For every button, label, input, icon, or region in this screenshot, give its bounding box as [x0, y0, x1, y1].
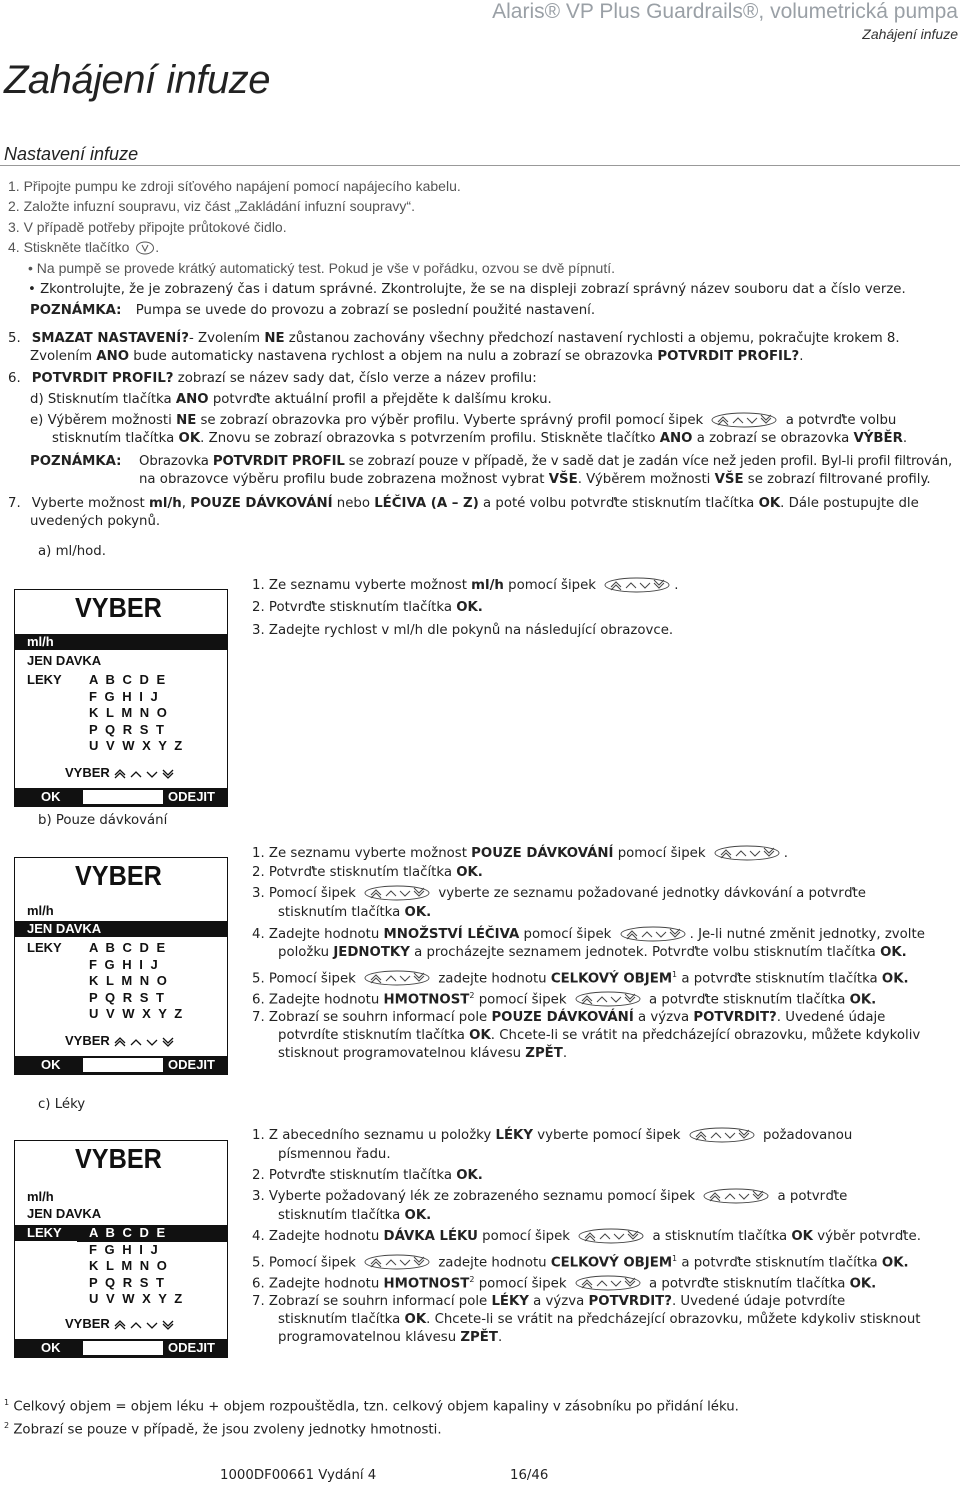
c-step-3-line-2: stisknutím tlačítka OK.: [278, 1208, 432, 1223]
b-step-6: 6. Zadejte hodnotu HMOTNOST$^2$ pomocí šipek a potvrďte stisknutím tlačítka OK.: [252, 991, 877, 1008]
b-step-3-line-2: stisknutím tlačítka OK.: [278, 905, 432, 920]
b-step-1: 1. Ze seznamu vyberte možnost POUZE DÁVKOVÁNÍ pomocí šipek .: [252, 846, 789, 861]
c-step-7-line-3: programovatelnou klávesu ZPĚT.: [278, 1330, 503, 1345]
softkey-odejit[interactable]: ODEJIT: [168, 1340, 215, 1355]
step-5: 5. SMAZAT NASTAVENÍ?- Zvolením NE zůstanou zachovány všechny předchozí nastavení rychlosti a objemu, pokračujte krokem 8.: [8, 331, 900, 346]
footnote-2: $^2$ Zobrazí se pouze v případě, že jsou zvoleny jednotky hmotnosti.: [4, 1421, 442, 1438]
b-step-4-line-2: položku JEDNOTKY a procházejte seznamem jednotek. Potvrďte volbu stisknutím tlačítka OK.: [278, 945, 907, 960]
divider: [0, 165, 960, 166]
c-step-7: 7. Zobrazí se souhrn informací pole LÉKY a výzva POTVRDIT?. Uvedené údaje potvrdíte: [252, 1294, 846, 1309]
arrows-icon: [364, 970, 430, 986]
c-step-2: 2. Potvrďte stisknutím tlačítka OK.: [252, 1168, 483, 1183]
pump-screen-a: [14, 589, 228, 807]
section-c-label: c) Léky: [38, 1097, 86, 1112]
b-step-7-line-2: potvrdíte stisknutím tlačítka OK. Chcete-li se vrátit na předcházející obrazovku, můžete kdykoliv: [278, 1028, 921, 1043]
screen-softkeys: [15, 788, 227, 806]
screen-select-line: VYBER: [65, 1316, 179, 1331]
screen-letters: A B C D E F G H I J K L M N O P Q R S T U V W X Y Z: [89, 940, 185, 1021]
c-step-5: 5. Pomocí šipek zadejte hodnotu CELKOVÝ OBJEM$^1$ a potvrďte stisknutím tlačítka OK.: [252, 1254, 909, 1271]
screen-row-jen-davka: JEN DAVKA: [27, 653, 102, 668]
power-on-icon: [135, 241, 155, 255]
step-1: 1. Připojte pumpu ke zdroji síťového napájení pomocí napájecího kabelu.: [8, 178, 461, 194]
c-step-6: 6. Zadejte hodnotu HMOTNOST$^2$ pomocí šipek a potvrďte stisknutím tlačítka OK.: [252, 1275, 877, 1292]
screen-row-jen-davka: JEN DAVKA: [15, 921, 227, 937]
pump-screen-c: [14, 1140, 228, 1358]
footer-doc-number: 1000DF00661 Vydání 4: [220, 1468, 377, 1483]
section-title: Nastavení infuze: [4, 144, 139, 164]
arrows-icon: [711, 412, 777, 428]
screen-arrows-icon: [113, 768, 179, 780]
b-step-5: 5. Pomocí šipek zadejte hodnotu CELKOVÝ OBJEM$^1$ a potvrďte stisknutím tlačítka OK.: [252, 970, 909, 987]
footer-page-number: 16/46: [510, 1468, 549, 1483]
screen-arrows-icon: [113, 1036, 179, 1048]
note-2: POZNÁMKA:: [30, 454, 122, 469]
footnote-1: $^1$ Celkový objem = objem léku + objem rozpouštědla, tzn. celkový objem kapaliny v zásobníku po přidání léku.: [4, 1398, 739, 1415]
screen-softkeys: [15, 1339, 227, 1357]
softkey-odejit[interactable]: ODEJIT: [168, 1057, 215, 1072]
arrows-icon: [604, 577, 670, 593]
c-step-7-line-2: stisknutím tlačítka OK. Chcete-li se vrátit na předcházející obrazovku, můžete kdykoliv stisknout: [278, 1312, 921, 1327]
bullet-check-time: • Zkontrolujte, že je zobrazený čas i datum správné. Zkontrolujte, že se na displeji zobrazí správný název souboru dat a číslo verze.: [28, 282, 906, 297]
bullet-self-test: • Na pumpě se provede krátký automatický test. Pokud je vše v pořádku, ozvou se dvě pípnutí.: [28, 260, 615, 276]
step-6e: e) Výběrem možnosti NE se zobrazí obrazovka pro výběr profilu. Vyberte správný profil pomocí šipek a potvrďte volbu: [30, 413, 897, 428]
c-step-1: 1. Z abecedního seznamu u položky LÉKY vyberte pomocí šipek požadovanou: [252, 1128, 853, 1143]
a-step-3: 3. Zadejte rychlost v ml/h dle pokynů na následující obrazovce.: [252, 623, 674, 638]
screen-row-leky: LEKY: [27, 940, 62, 955]
note-1: POZNÁMKA: Pumpa se uvede do provozu a zobrazí se poslední použité nastavení.: [30, 303, 596, 318]
arrows-icon: [575, 1275, 641, 1291]
screen-row-leky: LEKY: [15, 1225, 227, 1241]
step-4: 4. Stiskněte tlačítko .: [8, 239, 160, 255]
step-7: 7. Vyberte možnost ml/h, POUZE DÁVKOVÁNÍ nebo LÉČIVA (A – Z) a poté volbu potvrďte stisknutím tlačítka OK. Dále postupujte dle: [8, 496, 919, 511]
softkey-ok[interactable]: OK: [41, 1057, 61, 1072]
header-section: Zahájení infuze: [862, 26, 958, 42]
arrows-icon: [578, 1228, 644, 1244]
screen-letters: A B C D E F G H I J K L M N O P Q R S T U V W X Y Z: [89, 672, 185, 753]
note-1-label: POZNÁMKA:: [30, 303, 122, 318]
softkey-ok[interactable]: OK: [41, 1340, 61, 1355]
page-title: Zahájení infuze: [4, 58, 271, 102]
b-step-4: 4. Zadejte hodnotu MNOŽSTVÍ LÉČIVA pomocí šipek . Je-li nutné změnit jednotky, zvolte: [252, 927, 925, 942]
b-step-7-line-3: stisknout programovatelnou klávesu ZPĚT.: [278, 1046, 568, 1061]
arrows-icon: [620, 926, 686, 942]
arrows-icon: [364, 885, 430, 901]
arrows-icon: [689, 1127, 755, 1143]
step-6: 6. POTVRDIT PROFIL? zobrazí se název sady dat, číslo verze a název profilu:: [8, 371, 537, 386]
arrows-icon: [575, 991, 641, 1007]
pump-screen-b: [14, 857, 228, 1075]
header-product: Alaris® VP Plus Guardrails®, volumetrická pumpa: [492, 0, 958, 23]
section-a-label: a) ml/hod.: [38, 544, 106, 559]
screen-letters: A B C D E F G H I J K L M N O P Q R S T U V W X Y Z: [77, 1225, 227, 1242]
note-2-line-2: na obrazovce výběru profilu bude zobrazena možnost vybrat VŠE. Výběrem možnosti VŠE se zobrazí filtrované profily.: [139, 472, 931, 487]
screen-row-mlh: ml/h: [27, 903, 54, 918]
screen-title: VYBER: [75, 1143, 162, 1174]
step-6d: d) Stisknutím tlačítka ANO potvrďte aktuální profil a přejděte k dalšímu kroku.: [30, 392, 552, 407]
screen-title: VYBER: [75, 592, 162, 623]
screen-row-mlh: ml/h: [27, 1189, 54, 1204]
step-4-text: 4. Stiskněte tlačítko: [8, 239, 130, 255]
step-5-line-2: Zvolením ANO bude automaticky nastavena rychlost a objem na nulu a zobrazí se obrazovka POTVRDIT PROFIL?.: [30, 349, 804, 364]
screen-row-leky: LEKY: [27, 672, 62, 687]
arrows-icon: [703, 1188, 769, 1204]
b-step-2: 2. Potvrďte stisknutím tlačítka OK.: [252, 865, 483, 880]
screen-select-line: VYBER: [65, 765, 179, 780]
step-2: 2. Založte infuzní soupravu, viz část „Zakládání infuzní soupravy“.: [8, 198, 415, 214]
step-7-line-2: uvedených pokynů.: [30, 514, 161, 529]
softkey-ok[interactable]: OK: [41, 789, 61, 804]
arrows-icon: [364, 1254, 430, 1270]
arrows-icon: [714, 845, 780, 861]
screen-select-line: VYBER: [65, 1033, 179, 1048]
a-step-1: 1. Ze seznamu vyberte možnost ml/h pomocí šipek .: [252, 578, 679, 593]
screen-arrows-icon: [113, 1319, 179, 1331]
section-b-label: b) Pouze dávkování: [38, 813, 168, 828]
c-step-4: 4. Zadejte hodnotu DÁVKA LÉKU pomocí šipek a stisknutím tlačítka OK výběr potvrďte.: [252, 1229, 921, 1244]
b-step-7: 7. Zobrazí se souhrn informací pole POUZE DÁVKOVÁNÍ a výzva POTVRDIT?. Uvedené údaje: [252, 1010, 886, 1025]
b-step-3: 3. Pomocí šipek vyberte ze seznamu požadované jednotky dávkování a potvrďte: [252, 886, 866, 901]
note-2-line-1: Obrazovka POTVRDIT PROFIL se zobrazí pouze v případě, že v sadě dat je zadán více než jeden profil. Byl-li profil filtrován,: [139, 454, 953, 469]
screen-row-mlh: ml/h: [15, 634, 227, 650]
c-step-3: 3. Vyberte požadovaný lék ze zobrazeného seznamu pomocí šipek a potvrďte: [252, 1189, 848, 1204]
softkey-odejit[interactable]: ODEJIT: [168, 789, 215, 804]
screen-softkeys: [15, 1056, 227, 1074]
screen-row-jen-davka: JEN DAVKA: [27, 1206, 102, 1221]
c-step-1-line-2: písmennou řadu.: [278, 1147, 391, 1162]
step-6e-line-2: stisknutím tlačítka OK. Znovu se zobrazí obrazovka s potvrzením profilu. Stiskněte tlačítko ANO a zobrazí se obrazovka VÝBĚR.: [52, 431, 908, 446]
screen-title: VYBER: [75, 860, 162, 891]
a-step-2: 2. Potvrďte stisknutím tlačítka OK.: [252, 600, 483, 615]
step-3: 3. V případě potřeby připojte průtokové čidlo.: [8, 219, 287, 235]
